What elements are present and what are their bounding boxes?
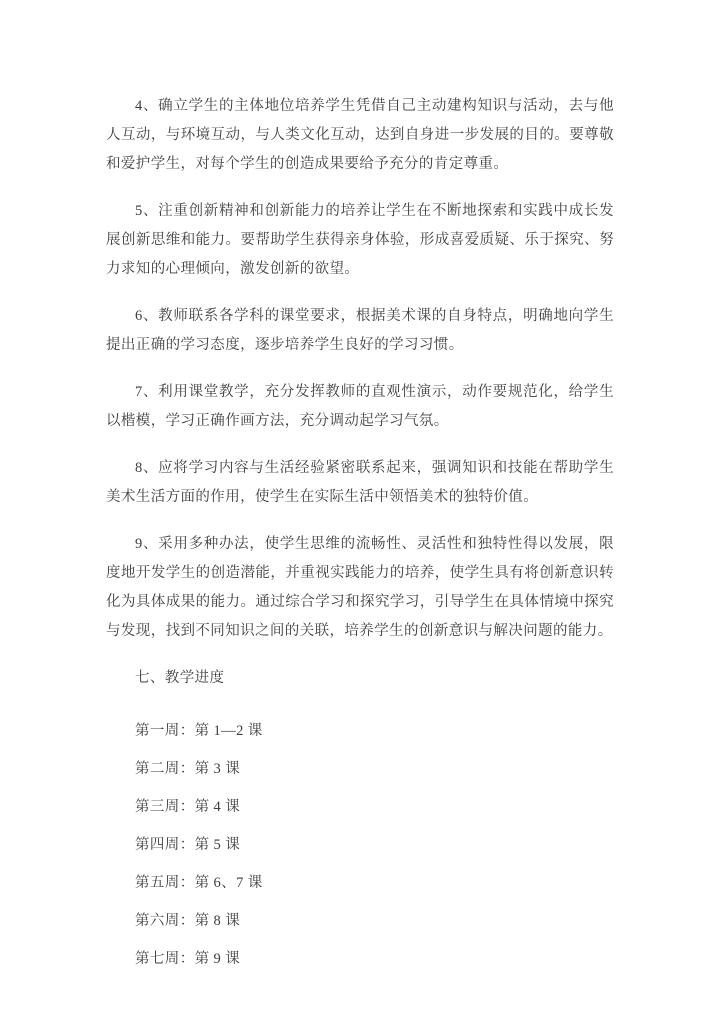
paragraph-9: 9、采用多种办法，使学生思维的流畅性、灵活性和独特性得以发展，限度地开发学生的创造潜能，并重视实践能力的培养，使学生具有将创新意识转化为具体成果的能力。通过综合学习和探究学习，引导学生在具体情境中探究与发现，找到不同知识之间的关联，培养学生的创新意识与解决问题的能力。 [106,536,614,639]
paragraph-4: 4、确立学生的主体地位培养学生凭借自己主动建构知识与活动，去与他人互动，与环境互动，与人类文化互动，达到自身进一步发展的目的。要尊敬和爱护学生，对每个学生的创造成果要给予充分的肯定尊重。 [106,98,614,172]
schedule-item-week-1: 第一周：第 1—2 课 [135,723,263,739]
schedule-item-week-4: 第四周：第 5 课 [135,837,241,853]
paragraph-8: 8、应将学习内容与生活经验紧密联系起来，强调知识和技能在帮助学生美术生活方面的作用，使学生在实际生活中领悟美术的独特价值。 [106,460,614,505]
teaching-schedule-list [106,717,614,974]
schedule-item-week-5: 第五周：第 6、7 课 [135,875,263,891]
document-body [106,92,614,974]
paragraph-7: 7、利用课堂教学，充分发挥教师的直观性演示，动作要规范化，给学生以楷模，学习正确作画方法，充分调动起学习气氛。 [106,384,614,429]
schedule-item-week-2: 第二周：第 3 课 [135,761,241,777]
paragraph-6: 6、教师联系各学科的课堂要求，根据美术课的自身特点，明确地向学生提出正确的学习态度，逐步培养学生良好的学习习惯。 [106,308,614,353]
section-heading-teaching-schedule: 七、教学进度 [135,670,225,686]
schedule-item-week-3: 第三周：第 4 课 [135,799,241,815]
schedule-item-week-6: 第六周：第 8 课 [135,913,241,929]
schedule-item-week-7: 第七周：第 9 课 [135,951,241,967]
paragraph-5: 5、注重创新精神和创新能力的培养让学生在不断地探索和实践中成长发展创新思维和能力。要帮助学生获得亲身体验，形成喜爱质疑、乐于探究、努力求知的心理倾向，激发创新的欲望。 [106,203,614,277]
